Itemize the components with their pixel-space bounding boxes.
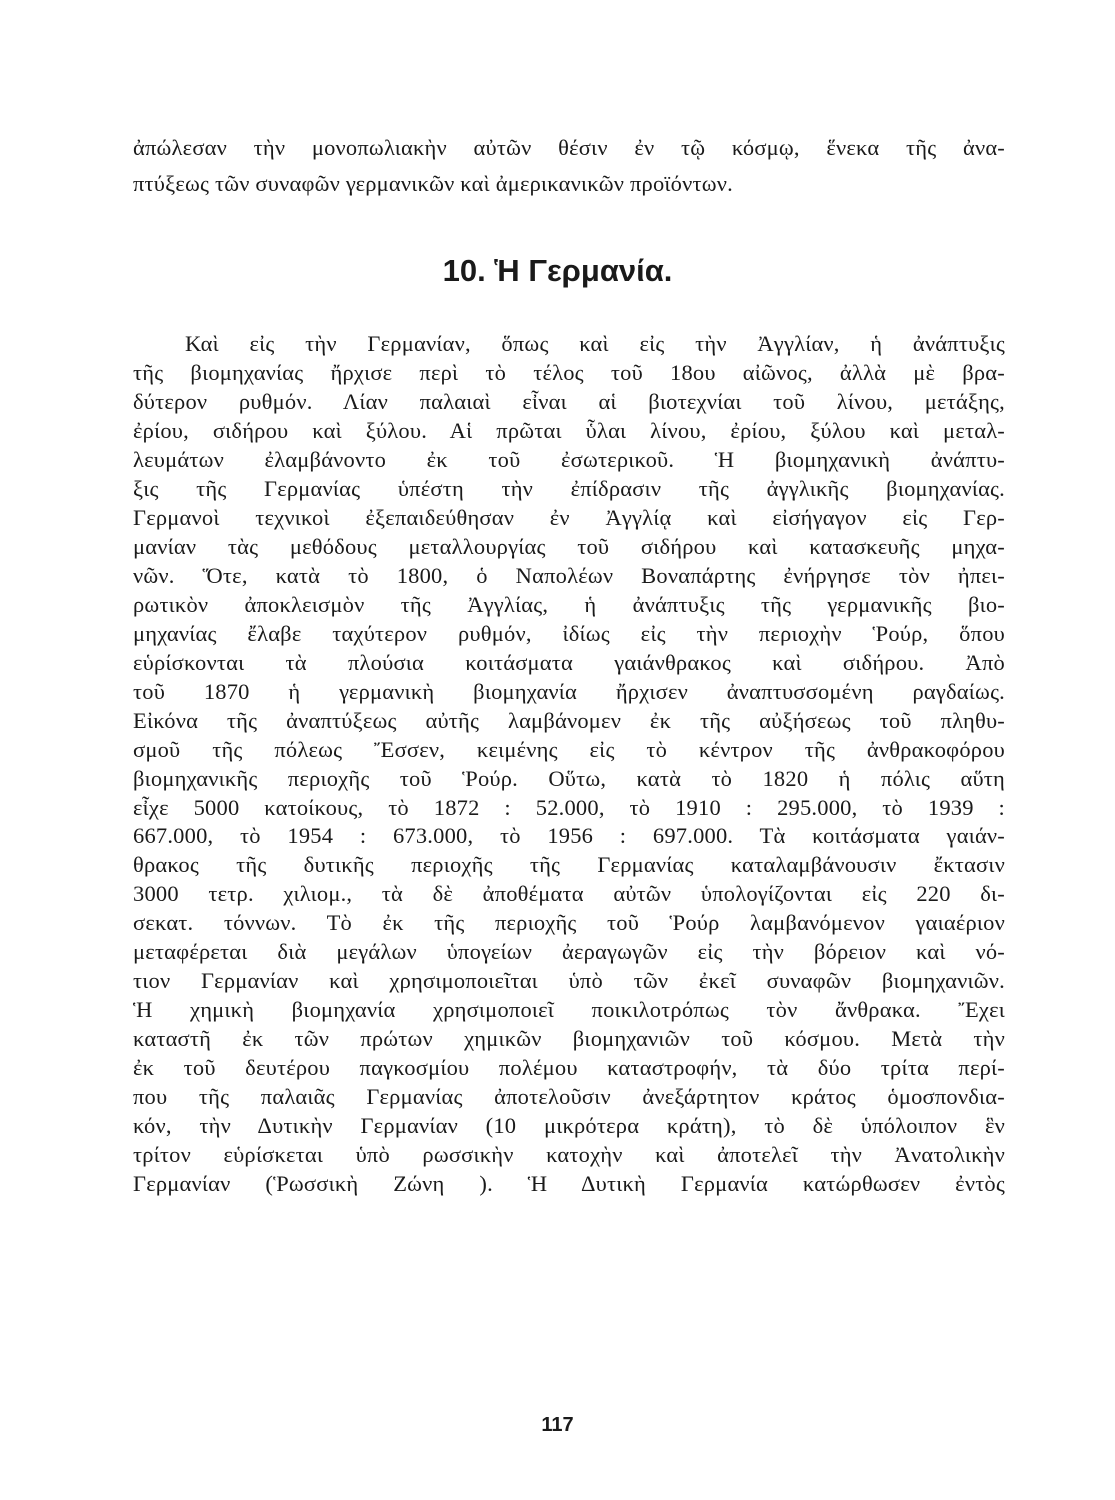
paragraph-line: ξις τῆς Γερμανίας ὑπέστη τὴν ἐπίδρασιν τῆς ἀγγλικῆς βιομηχανίας. bbox=[133, 475, 1005, 501]
paragraph-line: τιον Γερμανίαν καὶ χρησιμοποιεῖται ὑπὸ τῶν ἐκεῖ συναφῶν βιομηχανιῶν. bbox=[133, 968, 1005, 994]
paragraph-line: που τῆς παλαιᾶς Γερμανίας ἀποτελοῦσιν ἀνεξάρτητον κράτος ὁμοσπονδια- bbox=[133, 1084, 1005, 1110]
paragraph-line: βιομηχανικῆς περιοχῆς τοῦ Ῥούρ. Οὕτω, κατὰ τὸ 1820 ἡ πόλις αὕτη bbox=[133, 765, 1005, 791]
paragraph-line: λευμάτων ἐλαμβάνοντο ἐκ τοῦ ἐσωτερικοῦ. Ἡ βιομηχανικὴ ἀνάπτυ- bbox=[133, 446, 1005, 472]
paragraph-line: σμοῦ τῆς πόλεως Ἔσσεν, κειμένης εἰς τὸ κέντρον τῆς ἀνθρακοφόρου bbox=[133, 736, 1005, 762]
paragraph-line: Εἰκόνα τῆς ἀναπτύξεως αὐτῆς λαμβάνομεν ἐκ τῆς αὐξήσεως τοῦ πληθυ- bbox=[133, 707, 1005, 733]
page-number: 117 bbox=[541, 1414, 574, 1436]
paragraph-line: μεταφέρεται διὰ μεγάλων ὑπογείων ἀεραγωγῶν εἰς τὴν βόρειον καὶ νό- bbox=[133, 939, 1005, 965]
intro-line: ἀπώλεσαν τὴν μονοπωλιακὴν αὐτῶν θέσιν ἐν τῷ κόσμῳ, ἕνεκα τῆς ἀνα- bbox=[133, 135, 1005, 160]
paragraph-line: μανίαν τὰς μεθόδους μεταλλουργίας τοῦ σιδήρου καὶ κατασκευῆς μηχα- bbox=[133, 533, 1005, 559]
paragraph-line: 3000 τετρ. χιλιομ., τὰ δὲ ἀποθέματα αὐτῶν ὑπολογίζονται εἰς 220 δι- bbox=[133, 881, 1005, 907]
paragraph-line: τῆς βιομηχανίας ἤρχισε περὶ τὸ τέλος τοῦ 18ου αἰῶνος, ἀλλὰ μὲ βρα- bbox=[133, 359, 1005, 385]
paragraph-line: ρωτικὸν ἀποκλεισμὸν τῆς Ἀγγλίας, ἡ ἀνάπτυξις τῆς γερμανικῆς βιο- bbox=[133, 591, 1005, 617]
paragraph-line: ἐρίου, σιδήρου καὶ ξύλου. Αἱ πρῶται ὗλαι λίνου, ἐρίου, ξύλου καὶ μεταλ- bbox=[133, 417, 1005, 443]
paragraph-line: κόν, τὴν Δυτικὴν Γερμανίαν (10 μικρότερα κράτη), τὸ δὲ ὑπόλοιπον ἓν bbox=[133, 1113, 1005, 1139]
intro-line: πτύξεως τῶν συναφῶν γερμανικῶν καὶ ἀμερικανικῶν προϊόντων. bbox=[133, 171, 733, 196]
paragraph-line: εἶχε 5000 κατοίκους, τὸ 1872 : 52.000, τὸ 1910 : 295.000, τὸ 1939 : bbox=[133, 794, 1005, 820]
paragraph-line: ἐκ τοῦ δευτέρου παγκοσμίου πολέμου καταστροφήν, τὰ δύο τρίτα περί- bbox=[133, 1055, 1005, 1081]
paragraph-line: θρακος τῆς δυτικῆς περιοχῆς τῆς Γερμανίας καταλαμβάνουσιν ἔκτασιν bbox=[133, 852, 1005, 878]
paragraph-line: δύτερον ρυθμόν. Λίαν παλαιαὶ εἶναι αἱ βιοτεχνίαι τοῦ λίνου, μετάξης, bbox=[133, 388, 1005, 414]
paragraph-line: τοῦ 1870 ἡ γερμανικὴ βιομηχανία ἤρχισεν ἀναπτυσσομένη ραγδαίως. bbox=[133, 678, 1005, 704]
paragraph-line: σεκατ. τόννων. Τὸ ἐκ τῆς περιοχῆς τοῦ Ῥούρ λαμβανόμενον γαιαέριον bbox=[133, 910, 1005, 936]
paragraph-line: νῶν. Ὅτε, κατὰ τὸ 1800, ὁ Ναπολέων Βοναπάρτης ἐνήργησε τὸν ἠπει- bbox=[133, 562, 1005, 588]
section-heading: 10. Ἡ Γερμανία. bbox=[442, 253, 673, 288]
paragraph-line: Καὶ εἰς τὴν Γερμανίαν, ὅπως καὶ εἰς τὴν Ἀγγλίαν, ἡ ἀνάπτυξις bbox=[185, 331, 1005, 356]
paragraph-line: Γερμανίαν (Ῥωσσικὴ Ζώνη ). Ἡ Δυτικὴ Γερμανία κατώρθωσεν ἐντὸς bbox=[133, 1171, 1005, 1197]
paragraph-line: Γερμανοὶ τεχνικοὶ ἐξεπαιδεύθησαν ἐν Ἀγγλίᾳ καὶ εἰσήγαγον εἰς Γερ- bbox=[133, 504, 1005, 530]
paragraph-line: καταστῆ ἐκ τῶν πρώτων χημικῶν βιομηχανιῶν τοῦ κόσμου. Μετὰ τὴν bbox=[133, 1026, 1005, 1052]
paragraph-line: μηχανίας ἔλαβε ταχύτερον ρυθμόν, ἰδίως εἰς τὴν περιοχὴν Ῥούρ, ὅπου bbox=[133, 620, 1005, 646]
paragraph-line: τρίτον εὑρίσκεται ὑπὸ ρωσσικὴν κατοχὴν καὶ ἀποτελεῖ τὴν Ἀνατολικὴν bbox=[133, 1142, 1005, 1168]
paragraph-line: εὑρίσκονται τὰ πλούσια κοιτάσματα γαιάνθρακος καὶ σιδήρου. Ἀπὸ bbox=[133, 649, 1005, 675]
paragraph-line: Ἡ χημικὴ βιομηχανία χρησιμοποιεῖ ποικιλοτρόπως τὸν ἄνθρακα. Ἔχει bbox=[133, 997, 1005, 1023]
paragraph-line: 667.000, τὸ 1954 : 673.000, τὸ 1956 : 697.000. Τὰ κοιτάσματα γαιάν- bbox=[133, 823, 1005, 849]
